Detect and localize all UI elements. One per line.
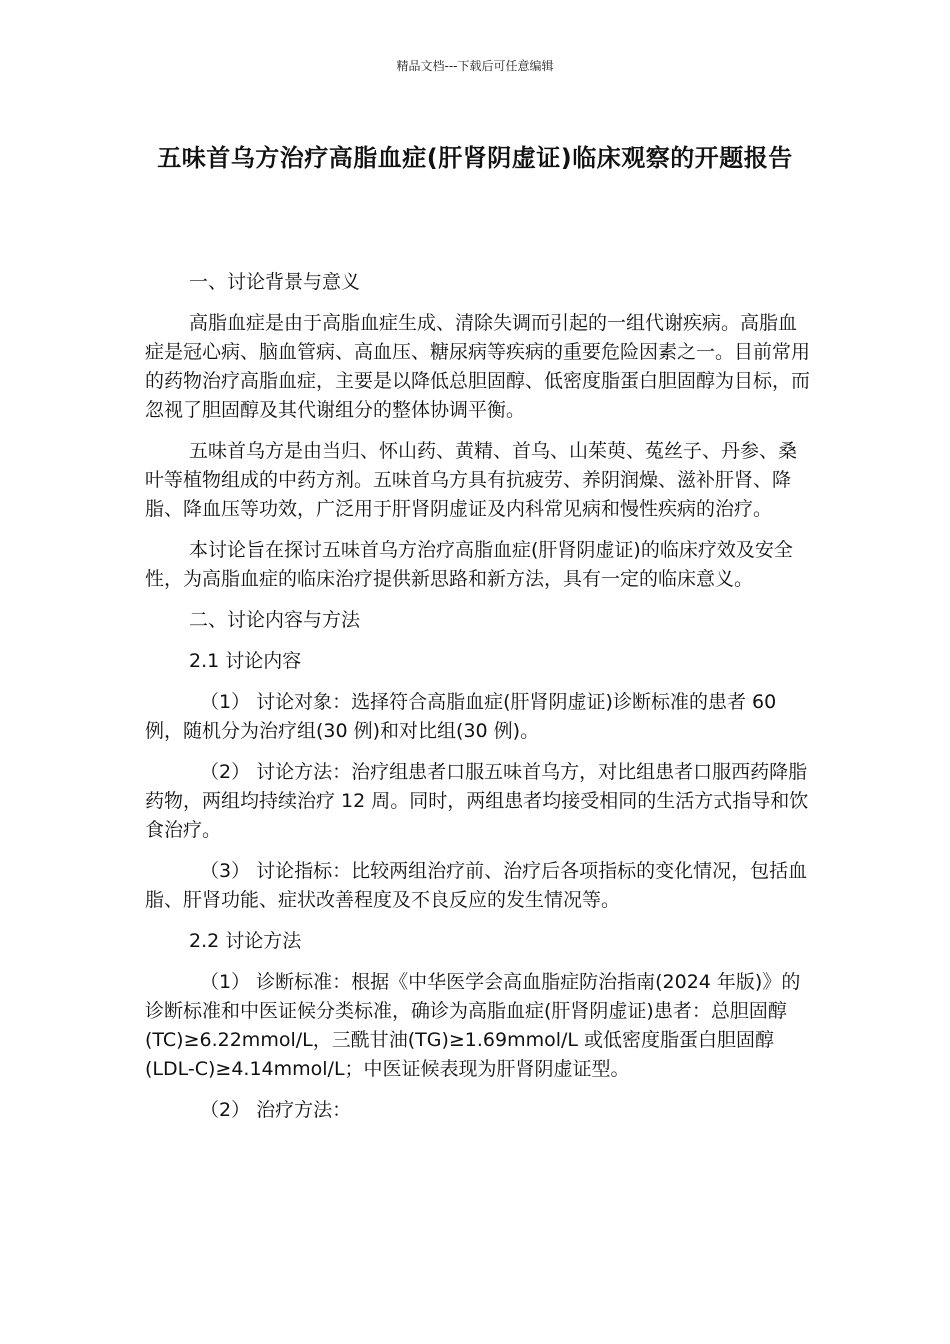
document-title: 五味首乌方治疗高脂血症(肝肾阴虚证)临床观察的开题报告 (157, 144, 793, 172)
list-item: （1） 诊断标准：根据《中华医学会高血脂症防治指南(2024 年版)》的诊断标准和中医证候分类标准，确诊为高脂血症(肝肾阴虚证)患者：总胆固醇(TC)≥6.22mmol/L，三酰甘油(TG)≥1.69mmol/L 或低密度脂蛋白胆固醇(LDL-C)≥4.14mmol/L；中医证候表现为肝肾阴虚证型。 (145, 971, 801, 1080)
header-watermark: 精品文档---下载后可任意编辑 (396, 59, 554, 73)
section-heading: 二、讨论内容与方法 (189, 609, 361, 631)
list-item: （1） 讨论对象：选择符合高脂血症(肝肾阴虚证)诊断标准的患者 60 例，随机分为治疗组(30 例)和对比组(30 例)。 (145, 691, 777, 742)
paragraph: 本讨论旨在探讨五味首乌方治疗高脂血症(肝肾阴虚证)的临床疗效及安全性，为高脂血症的临床治疗提供新思路和新方法，具有一定的临床意义。 (145, 539, 793, 590)
list-item: （3） 讨论指标：比较两组治疗前、治疗后各项指标的变化情况，包括血脂、肝肾功能、症状改善程度及不良反应的发生情况等。 (145, 860, 808, 911)
section-heading: 一、讨论背景与意义 (189, 271, 361, 293)
subsection-heading: 2.2 讨论方法 (189, 930, 302, 952)
document-body (145, 268, 810, 1137)
list-item: （2） 治疗方法： (200, 1099, 352, 1121)
paragraph: 高脂血症是由于高脂血症生成、清除失调而引起的一组代谢疾病。高脂血症是冠心病、脑血管病、高血压、糖尿病等疾病的重要危险因素之一。目前常用的药物治疗高脂血症，主要是以降低总胆固醇、低密度脂蛋白胆固醇为目标，而忽视了胆固醇及其代谢组分的整体协调平衡。 (145, 312, 811, 421)
list-item: （2） 讨论方法：治疗组患者口服五味首乌方，对比组患者口服西药降脂药物，两组均持续治疗 12 周。同时，两组患者均接受相同的生活方式指导和饮食治疗。 (145, 761, 809, 841)
paragraph: 五味首乌方是由当归、怀山药、黄精、首乌、山茱萸、菟丝子、丹参、桑叶等植物组成的中药方剂。五味首乌方具有抗疲劳、养阴润燥、滋补肝肾、降脂、降血压等功效，广泛用于肝肾阴虚证及内科常见病和慢性疾病的治疗。 (145, 440, 798, 520)
subsection-heading: 2.1 讨论内容 (189, 650, 302, 672)
